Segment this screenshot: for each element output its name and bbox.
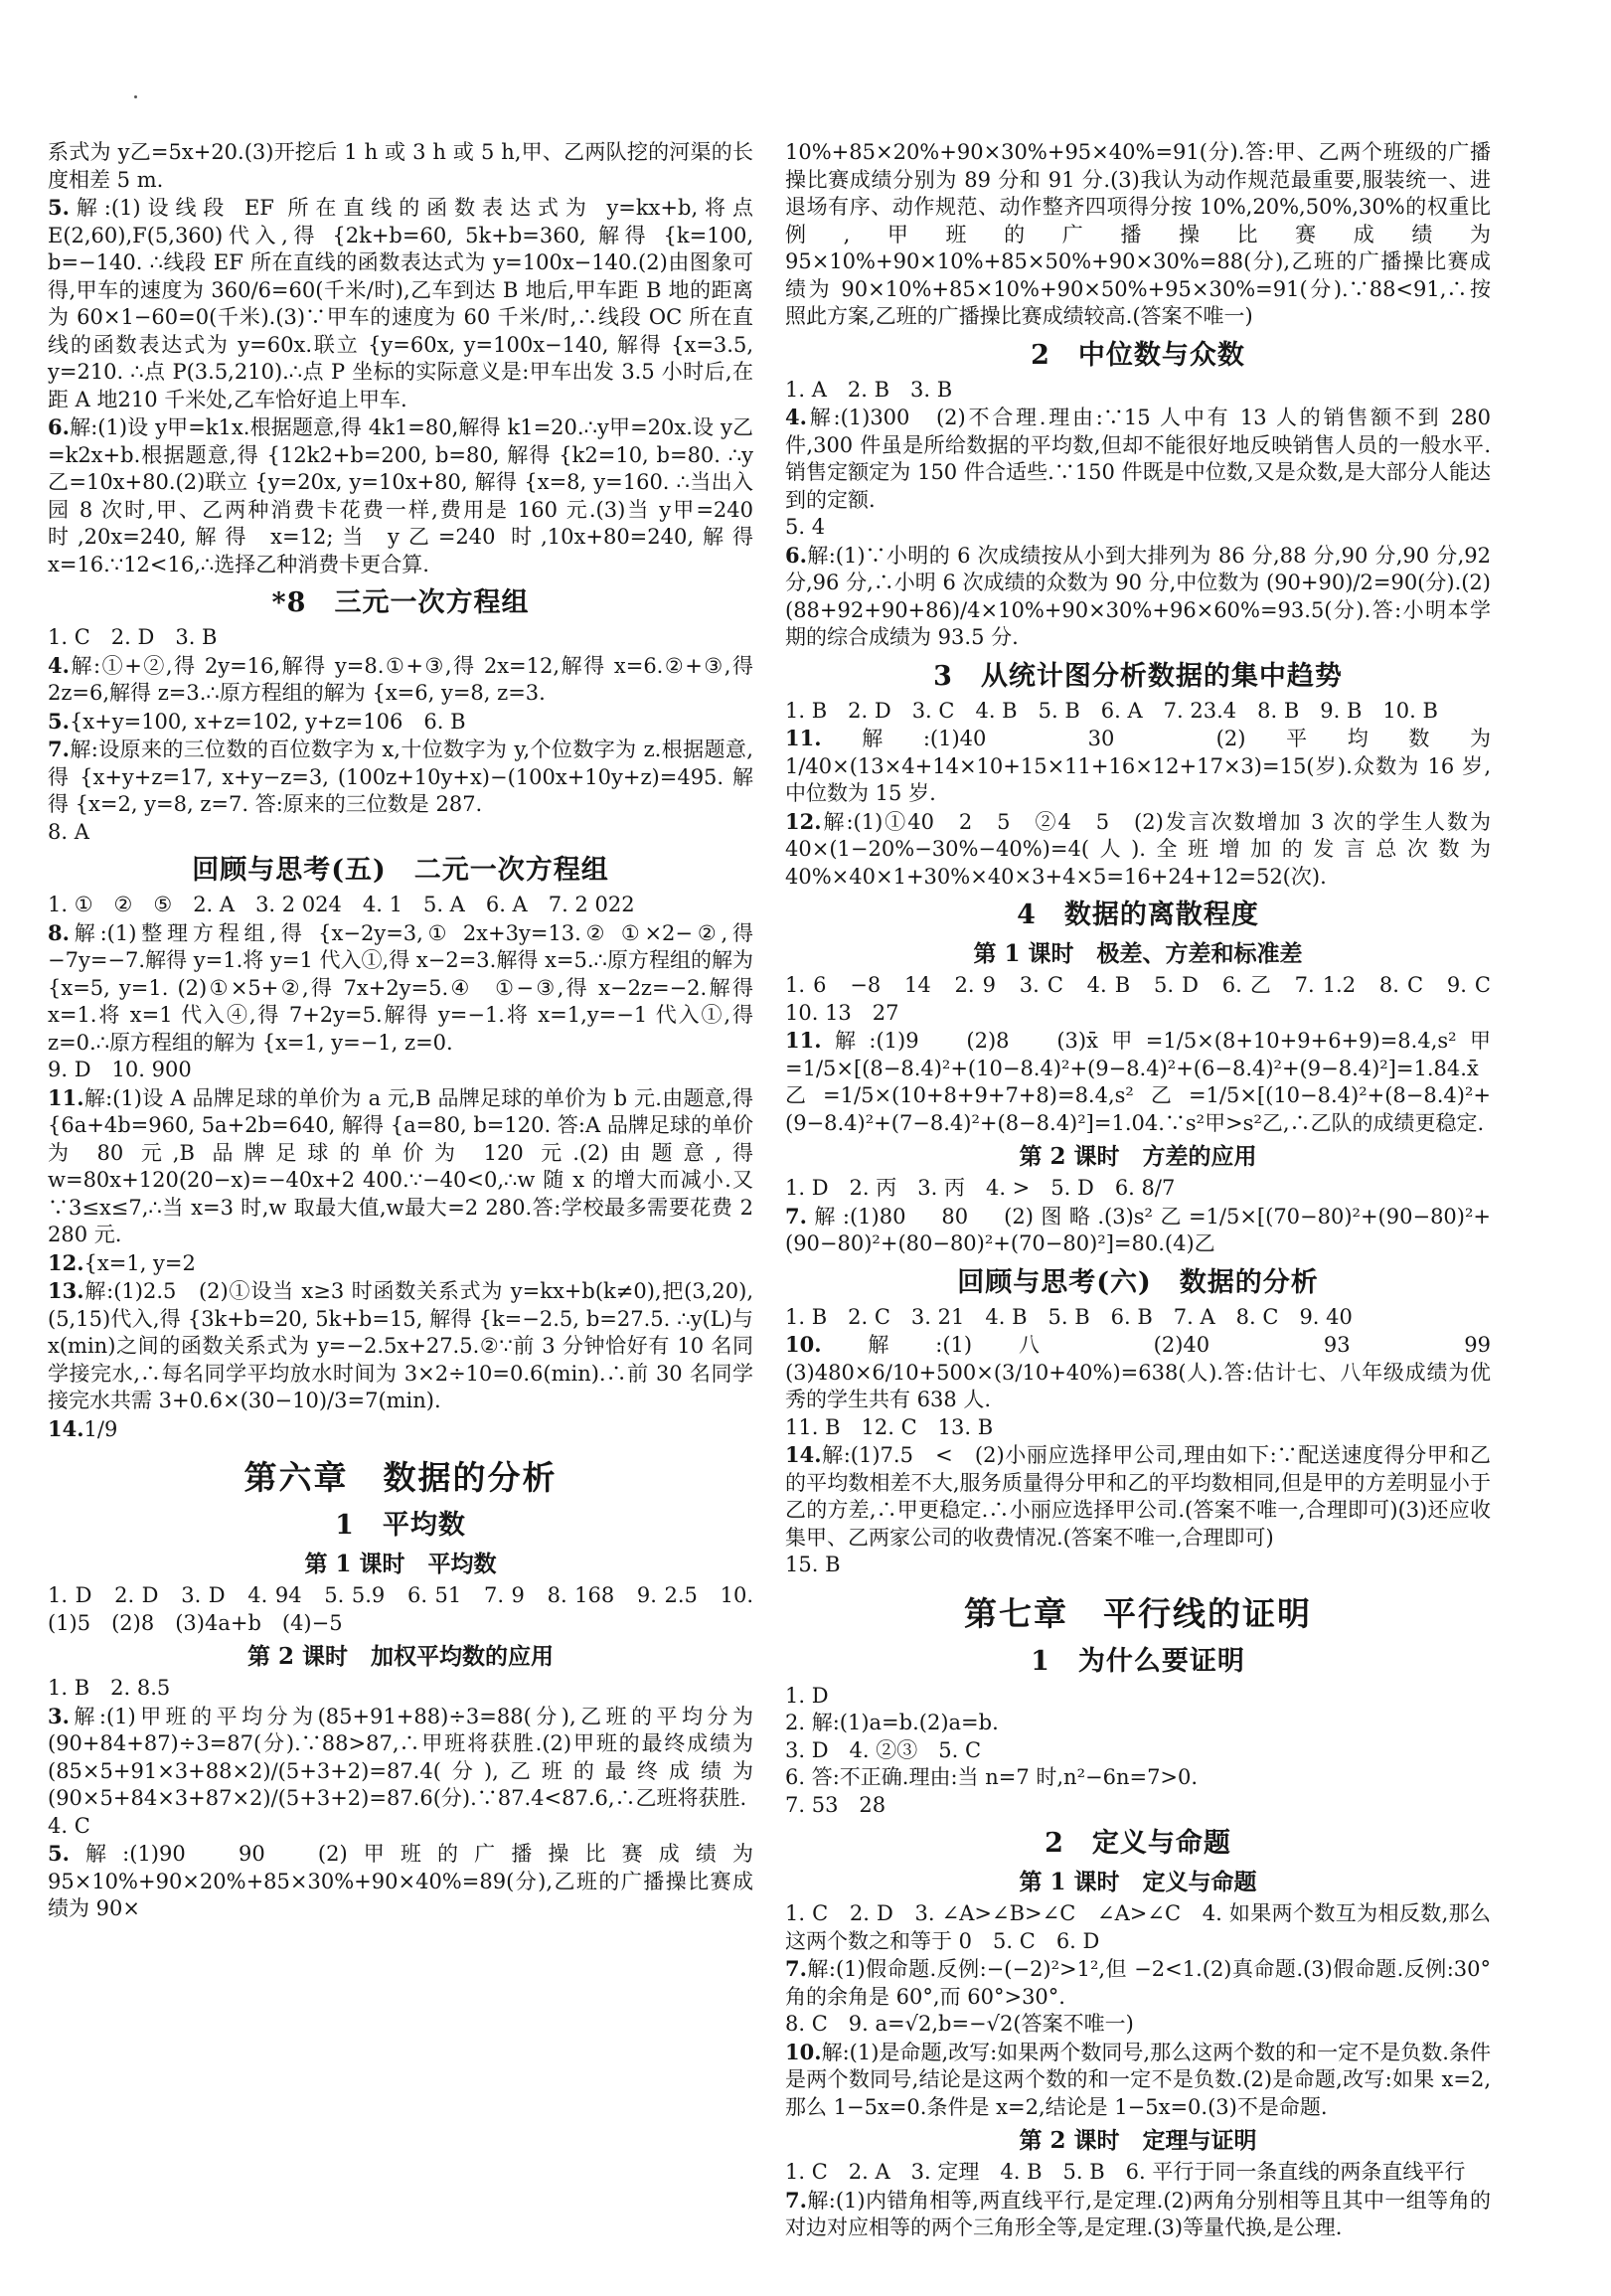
question-number: 6.: [48, 414, 70, 439]
answer-line: [48, 736, 753, 819]
answer-line: [785, 139, 1491, 331]
section-heading: *8 三元一次方程组: [271, 587, 530, 618]
question-number: 5.: [48, 195, 70, 220]
answer-text: 解:(1)设 y甲=k1x.根据题意,得 4k1=80,解得 k1=20.∴y甲=20x.设 y乙=k2x+b.根据题意,得 {12k2+b=200, b=80, 解得 {k2=10, b=80. ∴y乙=10x+80.(2)联立 {y=20x, y=10x+80, 解得 {x=8, y=160. ∴当出入园 8 次时,甲、乙两种消费卡花费一样,费用是 160 元.(3)当 y甲=240 时,20x=240,解得 x=12;当 y乙=240 时,10x+80=240,解得 x=16.∵12<16,∴选择乙种消费卡更合算.: [48, 415, 753, 576]
answer-line: [785, 1710, 1491, 1737]
answer-line: [48, 652, 753, 708]
question-number: 5.: [48, 1841, 70, 1866]
question-number: 4.: [48, 652, 70, 678]
answer-text: 6. 答:不正确.理由:当 n=7 时,n²−6n=7>0.: [785, 1765, 1199, 1789]
lesson-heading: 第 1 课时 平均数: [304, 1551, 497, 1577]
answer-line: [48, 919, 753, 1058]
question-number: 10.: [785, 2039, 822, 2064]
lesson-heading: 第 2 课时 加权平均数的应用: [246, 1643, 555, 1670]
answer-text: 15. B: [785, 1553, 841, 1576]
answer-text: 解:(1)整理方程组,得 {x−2y=3,① 2x+3y=13.② ①×2−②,得 −7y=−7.解得 y=1.将 y=1 代入①,得 x−2=3.解得 x=5.∴原方程组的解为 {x=5, y=1. (2)①×5+②,得 7x+2y=5.④ ①−③,得 x−2z=−2.解得 x=1.将 x=1 代入④,得 7+2y=5.解得 y=−1.将 x=1,y=−1 代入①,得 z=0.∴原方程组的解为 {x=1, y=−1, z=0.: [48, 920, 753, 1055]
answer-line: [785, 808, 1491, 892]
answer-text: 3. D 4. ②③ 5. C: [785, 1737, 982, 1762]
answer-text: 1. B 2. D 3. C 4. B 5. B 6. A 7. 23.4 8. B 9. B 10. B: [785, 698, 1438, 723]
answer-line: [785, 2187, 1491, 2242]
answer-line: [785, 1175, 1491, 1203]
scan-mark: [134, 95, 137, 98]
answer-line: [785, 1203, 1491, 1258]
answer-text: 1. C 2. D 3. ∠A>∠B>∠C ∠A>∠C 4. 如果两个数互为相反数,那么这两个数之和等于 0 5. C 6. D: [785, 1901, 1491, 1953]
answer-text: 1/9: [83, 1416, 118, 1441]
answer-line: [785, 377, 1491, 405]
question-number: 11.: [785, 1028, 822, 1053]
answer-line: [48, 708, 753, 737]
question-number: 6.: [785, 542, 807, 568]
question-number: 14.: [48, 1415, 84, 1441]
answer-line: [785, 1331, 1512, 1414]
answer-line: [48, 1057, 753, 1084]
answer-line: [48, 892, 753, 919]
answer-text: 解:(1)7.5 < (2)小丽应选择甲公司,理由如下:∵配送速度得分甲和乙的平均数相差不大,服务质量得分甲和乙的平均数相同,但是甲的方差明显小于乙的方差,∴甲更稳定.∴小丽应选择甲公司.(答案不唯一,合理即可)(3)还应收集甲、乙两家公司的收费情况.(答案不唯一,合理即可): [785, 1443, 1491, 1550]
answer-text: 解:(1)9 (2)8 (3)x̄甲=1/5×(8+10+9+6+9)=8.4,s²甲=1/5×[(8−8.4)²+(10−8.4)²+(9−8.4)²+(6−8.4)²+(9−8.4)²]=1.84.x̄乙=1/5×(10+8+9+7+8)=8.4,s²乙=1/5×[(10−8.4)²+(8−8.4)²+(9−8.4)²+(7−8.4)²+(8−8.4)²]=1.04.∵s²甲>s²乙,∴乙队的成绩更稳定.: [785, 1029, 1491, 1135]
answer-text: 解:(1)80 80 (2)图略.(3)s²乙=1/5×[(70−80)²+(90−80)²+(90−80)²+(80−80)²+(70−80)²]=80.(4)乙: [785, 1204, 1491, 1255]
answer-line: [785, 1414, 1491, 1442]
lesson-heading: 第 2 课时 方差的应用: [1019, 1143, 1257, 1170]
question-number: 3.: [48, 1703, 70, 1728]
answer-line: [48, 1703, 753, 1813]
chapter-heading: 第七章 平行线的证明: [964, 1593, 1312, 1633]
question-number: 7.: [48, 737, 70, 761]
answer-line: [48, 624, 753, 652]
answer-text: 解:(1)八 (2)40 93 99 (3)480×6/10+500×(3/10+40%)=638(人).答:估计七、八年级成绩为优秀的学生共有 638 人.: [785, 1333, 1512, 1411]
answer-line: [48, 1582, 753, 1637]
section-heading: 回顾与思考(六) 数据的分析: [957, 1266, 1319, 1298]
answer-text: 1. C 2. D 3. B: [48, 625, 218, 649]
answer-text: 解:(1)∵小明的 6 次成绩按从小到大排列为 86 分,88 分,90 分,90 分,92 分,96 分,∴小明 6 次成绩的众数为 90 分,中位数为 (90+90)/2=90(分).(2)(88+92+90+86)/4×10%+90×30%+96×60%=93.5(分).答:小明本学期的综合成绩为 93.5 分.: [785, 543, 1491, 649]
lesson-heading: 第 1 课时 极差、方差和标准差: [973, 940, 1303, 967]
answer-line: [785, 1552, 1491, 1579]
answer-text: 1. B 2. C 3. 21 4. B 5. B 6. B 7. A 8. C 9. 40: [785, 1304, 1353, 1329]
section-heading: 1 为什么要证明: [1031, 1645, 1245, 1677]
answer-line: [785, 2039, 1491, 2122]
question-number: 8.: [48, 919, 70, 945]
answer-line: [785, 1900, 1491, 1955]
answer-line: [785, 1792, 1491, 1820]
answer-line: [785, 1737, 1491, 1765]
answer-text: 2. 解:(1)a=b.(2)a=b.: [785, 1711, 999, 1734]
answer-line: [785, 1955, 1491, 2011]
answer-line: [48, 819, 753, 847]
left-column: [48, 139, 753, 1923]
answer-text: 解:(1)40 30 (2)平均数为 1/40×(13×4+14×10+15×11+16×12+17×3)=15(岁).众数为 16 岁,中位数为 15 岁.: [785, 727, 1491, 805]
answer-text: 解:(1)90 90 (2)甲班的广播操比赛成绩为 95×10%+90×20%+85×30%+90×40%=89(分),乙班的广播操比赛成绩为 90×: [48, 1842, 753, 1920]
answer-line: [48, 413, 753, 578]
answer-text: 1. C 2. A 3. 定理 4. B 5. B 6. 平行于同一条直线的两条直线平行: [785, 2160, 1466, 2184]
question-number: 7.: [785, 1956, 807, 1981]
answer-line: [48, 1249, 753, 1278]
answer-text: 1. ① ② ⑤ 2. A 3. 2 024 4. 1 5. A 6. A 7. 2 022: [48, 893, 635, 916]
question-number: 14.: [785, 1442, 822, 1467]
question-number: 12.: [785, 808, 822, 834]
answer-text: 1. 6 −8 14 2. 9 3. C 4. B 5. D 6. 乙 7. 1.2 8. C 9. C 10. 13 27: [785, 973, 1512, 1025]
section-heading: 回顾与思考(五) 二元一次方程组: [192, 855, 609, 886]
answer-text: 解:(1)300 (2)不合理.理由:∵15 人中有 13 人的销售额不到 280 件,300 件虽是所给数据的平均数,但却不能很好地反映销售人员的一般水平.销售定额定为 150 件合适些.∵150 件既是中位数,又是众数,是大部分人能达到的定额.: [785, 406, 1491, 512]
answer-text: 解:设原来的三位数的百位数字为 x,十位数字为 y,个位数字为 z.根据题意,得 {x+y+z=17, x+y−z=3, (100z+10y+x)−(100x+10y+z)=495. 解得 {x=2, y=8, z=7. 答:原来的三位数是 287.: [48, 738, 753, 816]
answer-line: [48, 1840, 753, 1923]
answer-text: 解:(1)设线段 EF 所在直线的函数表达式为 y=kx+b,将点 E(2,60),F(5,360)代入,得 {2k+b=60, 5k+b=360, 解得 {k=100, b=−140. ∴线段 EF 所在直线的函数表达式为 y=100x−140.(2)由图象可得,甲车的速度为 360/6=60(千米/时),乙车到达 B 地后,甲车距 B 地的距离为 60×1−60=0(千米).(3)∵甲车的速度为 60 千米/时,∴线段 OC 所在直线的函数表达式为 y=60x.联立 {y=60x, y=100x−140, 解得 {x=3.5, y=210. ∴点 P(3.5,210).∴点 P 坐标的实际意义是:甲车出发 3.5 小时后,在距 A 地210 千米处,乙车恰好追上甲车.: [48, 196, 753, 411]
answer-text: 1. D 2. D 3. D 4. 94 5. 5.9 6. 51 7. 9 8. 168 9. 2.5 10. (1)5 (2)8 (3)4a+b (4)−5: [48, 1583, 753, 1635]
answer-line: [48, 1415, 753, 1444]
answer-line: [785, 514, 1491, 542]
answer-line: [48, 1813, 753, 1841]
answer-line: [785, 725, 1491, 808]
answer-line: [785, 404, 1491, 514]
answer-line: [785, 1764, 1491, 1792]
lesson-heading: 第 1 课时 定义与命题: [1019, 1869, 1257, 1895]
answer-text: 解:①+②,得 2y=16,解得 y=8.①+③,得 2x=12,解得 x=6.②+③,得 2z=6,解得 z=3.∴原方程组的解为 {x=6, y=8, z=3.: [48, 653, 753, 705]
question-number: 7.: [785, 1203, 807, 1229]
answer-line: [785, 542, 1491, 652]
answer-text: {x=1, y=2: [83, 1250, 196, 1275]
question-number: 7.: [785, 2187, 807, 2213]
section-heading: 3 从统计图分析数据的集中趋势: [933, 660, 1343, 692]
question-number: 4.: [785, 405, 807, 429]
answer-text: 解:(1)是命题,改写:如果两个数同号,那么这两个数的和一定不是负数.条件是两个数同号,结论是这两个数的和一定不是负数.(2)是命题,改写:如果 x=2,那么 1−5x=0.条件是 x=2,结论是 1−5x=0.(3)不是命题.: [785, 2040, 1491, 2119]
right-column: [785, 139, 1512, 2242]
answer-text: 1. A 2. B 3. B: [785, 377, 953, 402]
answer-text: 系式为 y乙=5x+20.(3)开挖后 1 h 或 3 h 或 5 h,甲、乙两队挖的河渠的长度相差 5 m.: [48, 140, 753, 192]
answer-text: 解:(1)内错角相等,两直线平行,是定理.(2)两角分别相等且其中一组等角的对边对应相等的两个三角形全等,是定理.(3)等量代换,是公理.: [785, 2188, 1491, 2239]
answer-line: [785, 1304, 1491, 1332]
answer-line: [48, 194, 753, 413]
answer-line: [785, 1683, 1491, 1711]
answer-text: 11. B 12. C 13. B: [785, 1414, 994, 1439]
answer-line: [48, 139, 753, 194]
answer-text: 8. C 9. a=√2,b=−√2(答案不唯一): [785, 2012, 1134, 2036]
answer-line: [48, 1084, 753, 1249]
answer-text: 9. D 10. 900: [48, 1058, 192, 1081]
question-number: 12.: [48, 1249, 84, 1275]
answer-line: [785, 698, 1491, 726]
section-heading: 4 数据的离散程度: [1017, 900, 1259, 930]
answer-line: [785, 1027, 1491, 1137]
chapter-heading: 第六章 数据的分析: [243, 1458, 558, 1497]
answer-text: 解:(1)假命题.反例:−(−2)²>1²,但 −2<1.(2)真命题.(3)假命题.反例:30°角的余角是 60°,而 60°>30°.: [785, 1957, 1491, 2009]
question-number: 10.: [785, 1332, 822, 1357]
answer-text: {x+y=100, x+z=102, y+z=106 6. B: [69, 709, 466, 734]
answer-text: 1. B 2. 8.5: [48, 1676, 171, 1700]
section-heading: 2 中位数与众数: [1031, 339, 1245, 371]
answer-text: 解:(1)2.5 (2)①设当 x≥3 时函数关系式为 y=kx+b(k≠0),把(3,20),(5,15)代入,得 {3k+b=20, 5k+b=15, 解得 {k=−2.5, b=27.5. ∴y(L)与 x(min)之间的函数关系式为 y=−2.5x+27.5.②∵前 3 分钟恰好有 10 名同学接完水,∴每名同学平均放水时间为 3×2÷10=0.6(min).∴前 30 名同学接完水共需 3+0.6×(30−10)/3=7(min).: [48, 1279, 753, 1412]
answer-line: [48, 1277, 753, 1415]
answer-line: [785, 2011, 1491, 2039]
lesson-heading: 第 2 课时 定理与证明: [1019, 2127, 1257, 2154]
answer-text: 1. D 2. 丙 3. 丙 4. > 5. D 6. 8/7: [785, 1176, 1176, 1200]
answer-text: 解:(1)①40 2 5 ②4 5 (2)发言次数增加 3 次的学生人数为 40×(1−20%−30%−40%)=4(人).全班增加的发言总次数为 40%×40×1+30%×40×3+4×5=16+24+12=52(次).: [785, 809, 1491, 889]
answer-line: [48, 1675, 753, 1703]
question-number: 13.: [48, 1278, 84, 1303]
answer-line: [785, 1441, 1491, 1552]
answer-text: 4. C: [48, 1813, 90, 1838]
answer-text: 8. A: [48, 819, 89, 844]
answer-text: 5. 4: [785, 515, 826, 539]
answer-text: 7. 53 28: [785, 1792, 886, 1817]
answer-text: 1. D: [785, 1683, 829, 1708]
answer-text: 解:(1)甲班的平均分为(85+91+88)÷3=88(分),乙班的平均分为(90+84+87)÷3=87(分).∵88>87,∴甲班将获胜.(2)甲班的最终成绩为 (85×5+91×3+88×2)/(5+3+2)=87.4(分),乙班的最终成绩为 (90×5+84×3+87×2)/(5+3+2)=87.6(分).∵87.4<87.6,∴乙班将获胜.: [48, 1704, 753, 1810]
answer-line: [785, 2159, 1491, 2187]
section-heading: 1 平均数: [335, 1510, 466, 1541]
question-number: 11.: [785, 726, 822, 750]
answer-text: 10%+85×20%+90×30%+95×40%=91(分).答:甲、乙两个班级的广播操比赛成绩分别为 89 分和 91 分.(3)我认为动作规范最重要,服装统一、进退场有序、动作规范、动作整齐四项得分按 10%,20%,50%,30%的权重比例,甲班的广播操比赛成绩为 95×10%+90×10%+85×50%+90×30%=88(分),乙班的广播操比赛成绩为 90×10%+85×10%+90×50%+95×30%=91(分).∵88<91,∴按照此方案,乙班的广播操比赛成绩较高.(答案不唯一): [785, 140, 1491, 328]
answer-line: [785, 972, 1512, 1027]
answer-text: 解:(1)设 A 品牌足球的单价为 a 元,B 品牌足球的单价为 b 元.由题意,得 {6a+4b=960, 5a+2b=640, 解得 {a=80, b=120. 答:A 品牌足球的单价为 80 元,B 品牌足球的单价为 120 元.(2)由题意,得 w=80x+120(20−x)=−40x+2 400.∵−40<0,∴w 随 x 的增大而减小.又∵3≤x≤7,∴当 x=3 时,w 取最大值,w最大=2 280.答:学校最多需要花费 2 280 元.: [48, 1085, 753, 1246]
section-heading: 2 定义与命题: [1045, 1828, 1231, 1859]
question-number: 5.: [48, 708, 70, 734]
question-number: 11.: [48, 1084, 84, 1110]
